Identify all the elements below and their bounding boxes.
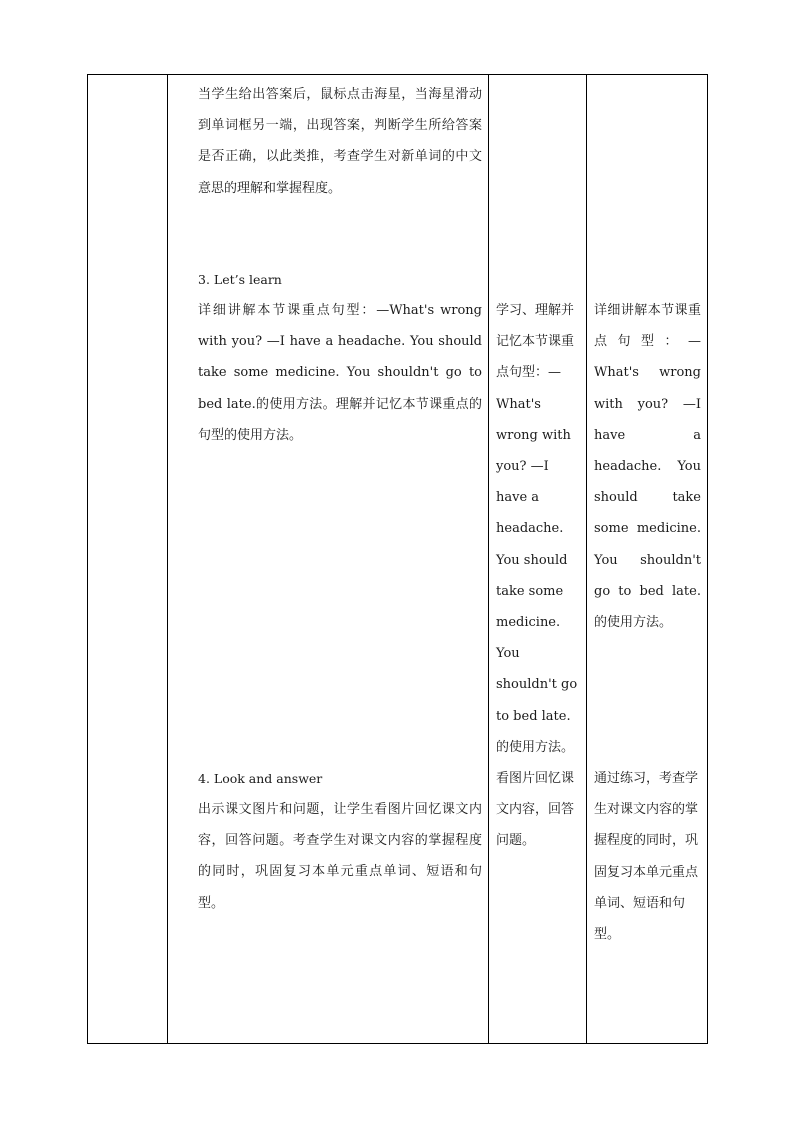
section4-heading: 4. Look and answer (198, 771, 323, 786)
intro-paragraph: 当学生给出答案后，鼠标点击海星，当海星滑动到单词框另一端，出现答案，判断学生所给答案是否正确，以此类推，考查学生对新单词的中文意思的理解和掌握程度。 (198, 87, 482, 196)
stage-column-cell (88, 75, 168, 1044)
teacher-activity-cell (168, 75, 489, 1044)
section3-heading: 3. Let’s learn (198, 272, 282, 287)
section4-body: 出示课文图片和问题，让学生看图片回忆课文内容，回答问题。考查学生对课文内容的掌握程度的同时，巩固复习本单元重点单词、短语和句型。 (198, 802, 482, 911)
section3-intent-text: 详细讲解本节课重点句型：—What's wrong with you? —I have a headache. You should take some medicine. You shouldn't go to bed late. 的使用方法。 (594, 303, 701, 631)
section3-student-text: 学习、理解并记忆本节课重点句型：—What's wrong with you? —I have a headache. You should take some medicine. You shouldn't go to bed late. 的使用方法。 (496, 303, 578, 755)
student-activity-cell (489, 75, 587, 1044)
design-intent-cell (587, 75, 708, 1044)
section4-student-text: 看图片回忆课文内容，回答问题。 (496, 771, 575, 849)
table-row (88, 75, 708, 1044)
lesson-plan-table (87, 74, 708, 1044)
section3-body: 详细讲解本节课重点句型：—What's wrong with you? —I have a headache. You should take some medicine. You shouldn't go to bed late.的使用方法。理解并记忆本节课重点的句型的使用方法。 (198, 303, 482, 443)
section4-intent-text: 通过练习，考查学生对课文内容的掌握程度的同时，巩固复习本单元重点单词、短语和句型。 (594, 771, 699, 943)
